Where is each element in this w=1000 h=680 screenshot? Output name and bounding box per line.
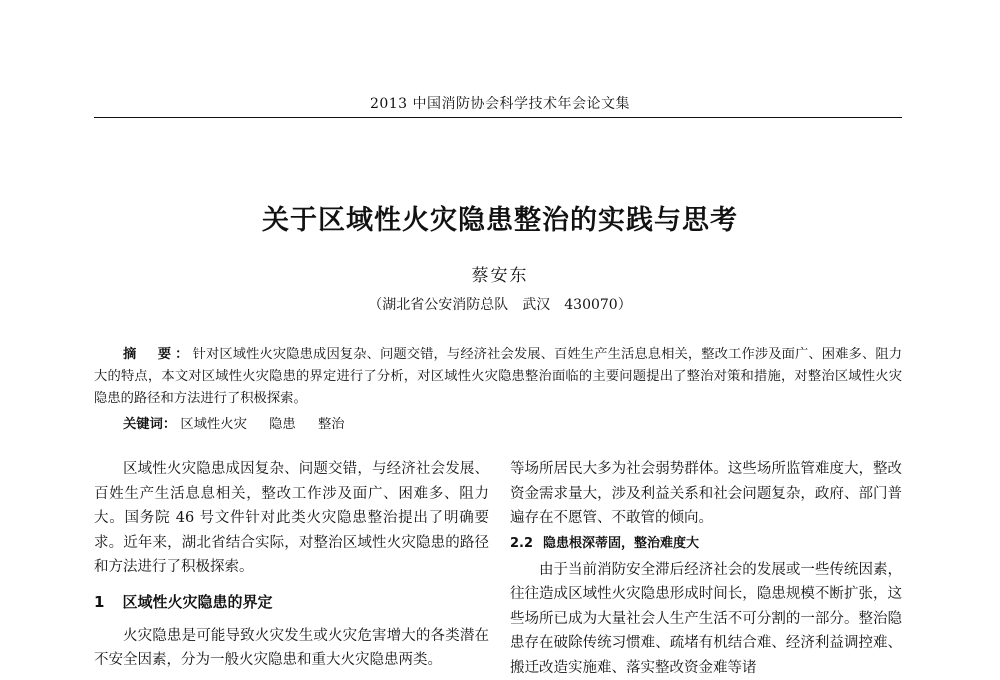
subsection-title: 隐患根深蒂固，整治难度大 <box>543 536 699 551</box>
continued-paragraph: 等场所居民大多为社会弱势群体。这些场所监管难度大，整改资金需求量大，涉及利益关系和社会问题复杂，政府、部门普遍存在不愿管、不敢管的倾向。 <box>510 457 902 531</box>
keywords <box>123 413 903 432</box>
section-paragraph: 火灾隐患是可能导致火灾发生或火灾危害增大的各类潜在不安全因素，分为一般火灾隐患和重大火灾隐患两类。 <box>94 624 489 673</box>
abstract <box>94 344 902 410</box>
subsection-number: 2.2 <box>510 536 533 551</box>
intro-paragraph: 区域性火灾隐患成因复杂、问题交错，与经济社会发展、百姓生产生活息息相关，整改工作涉及面广、困难多、阻力大。国务院 46 号文件针对此类火灾隐患整治提出了明确要求。近年来，湖北省结合实际，对整治区域性火灾隐患的路径和方法进行了积极探索。 <box>94 457 489 580</box>
keyword-item: 区域性火灾 <box>180 417 246 432</box>
article-title: 关于区域性火灾隐患整治的实践与思考 <box>0 198 1000 237</box>
abstract-text: 针对区域性火灾隐患成因复杂、问题交错，与经济社会发展、百姓生产生活息息相关，整改工作涉及面广、困难多、阻力大的特点，本文对区域性火灾隐患的界定进行了分析，对区域性火灾隐患整治面临的主要问题提出了整治对策和措施，对整治区域性火灾隐患的路径和方法进行了积极探索。 <box>94 347 902 406</box>
abstract-label: 摘 要： <box>123 347 193 362</box>
keywords-label: 关键词： <box>123 417 176 432</box>
section-number: 1 <box>94 593 104 611</box>
header-rule <box>94 117 902 118</box>
author-name: 蔡安东 <box>0 261 1000 286</box>
body-column-left <box>94 457 489 673</box>
author-affiliation: （湖北省公安消防总队 武汉 430070） <box>0 294 1000 314</box>
section-heading <box>94 590 489 614</box>
subsection-paragraph: 由于当前消防安全滞后经济社会的发展或一些传统因素，往往造成区域性火灾隐患形成时间长，隐患规模不断扩张，这些场所已成为大量社会人生产生活不可分割的一部分。整治隐患存在破除传统习惯难、疏堵有机结合难、经济利益调控难、搬迁改造实施难、落实整改资金难等诸 <box>510 558 902 680</box>
subsection-heading <box>510 533 902 555</box>
running-header: 2013 中国消防协会科学技术年会论文集 <box>0 93 1000 113</box>
section-title: 区域性火灾隐患的界定 <box>122 593 272 611</box>
keyword-item: 隐患 <box>269 417 296 432</box>
keyword-item: 整治 <box>318 417 345 432</box>
body-column-right <box>510 457 902 680</box>
